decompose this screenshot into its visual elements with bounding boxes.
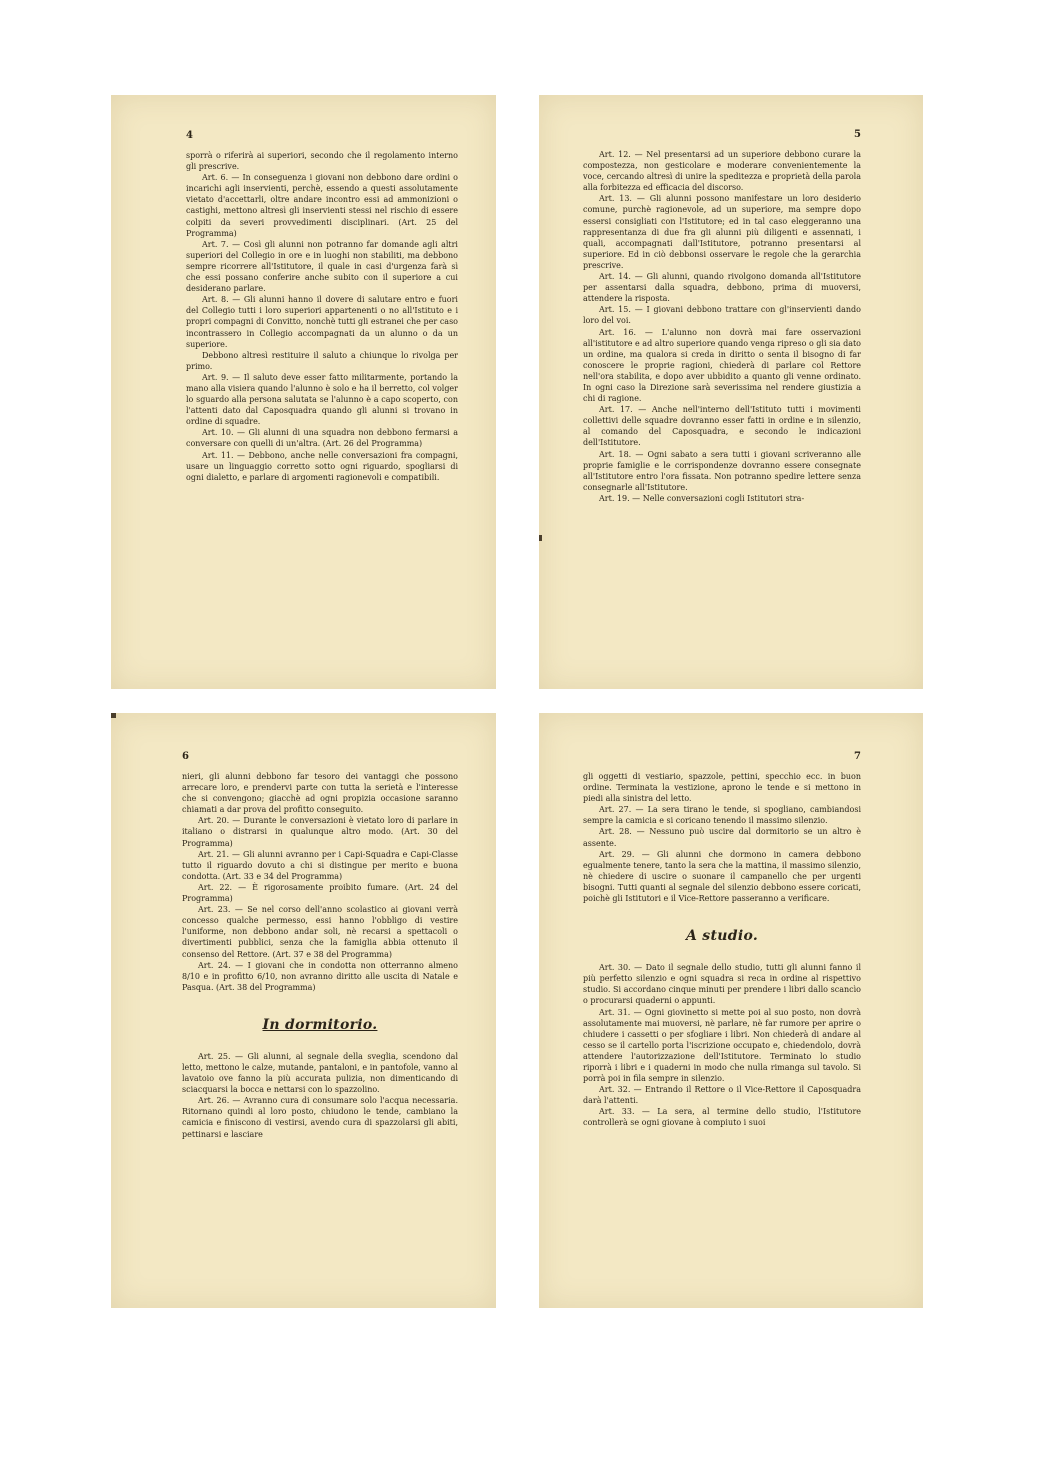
article-11: Art. 11. — Debbono, anche nelle conversazioni fra compagni, usare un linguaggio corretto sotto ogni riguardo, spogliarsi di ogni dialetto, e parlare di argomenti ragionevoli e compatibili. <box>186 450 458 482</box>
page-number: 5 <box>854 129 861 140</box>
article-16: Art. 16. — L'alunno non dovrà mai fare osservazioni all'istitutore e ad altro superiore quando venga ripreso o gli sia dato un ordine, ma qualora si creda in diritto o senta il bisogno di far conoscere le proprie ragioni, chiederà di parlare col Rettore nell'ora stabilita, e dopo aver ubbidito a quanto gli venne ordinato. In ogni caso la Direzione sarà severissima nel rendere giustizia a chi di ragione. <box>583 327 861 404</box>
article-14: Art. 14. — Gli alunni, quando rivolgono domanda all'Istitutore per assentarsi dalla squadra, debbono, prima di muoversi, attendere la risposta. <box>583 272 861 304</box>
page-number: 6 <box>182 751 189 762</box>
article-22: Art. 22. — È rigorosamente proibito fumare. (Art. 24 del Programma) <box>182 882 458 904</box>
article-9: Art. 9. — Il saluto deve esser fatto militarmente, portando la mano alla visiera quando l'alunno è solo e ha il berretto, col volger lo sguardo alla persona salutata se l'alunno è a capo scoperto, con l'attenti dato dal Caposquadra quando gli alunni si trovano in ordine di squadre. <box>186 372 458 427</box>
paragraph: Debbono altresì restituire il saluto a chiunque lo rivolga per primo. <box>186 350 458 371</box>
article-20: Art. 20. — Durante le conversazioni è vietato loro di parlare in italiano o distrarsi in qualunque altro modo. (Art. 30 del Programma) <box>182 816 458 848</box>
article-12: Art. 12. — Nel presentarsi ad un superiore debbono curare la compostezza, non gesticolare e moderare convenientemente la voce, cercando altresì di unire la speditezza e proprietà della parola alla forbitezza ed efficacia del discorso. <box>583 150 861 193</box>
binding-mark <box>539 535 542 541</box>
article-31: Art. 31. — Ogni giovinetto si mette poi al suo posto, non dovrà assolutamente mai muoversi, nè parlare, nè far rumore per aprire o chiudere i cassetti o per sfogliare i libri. Non chiederà di andare al cesso se il cartello porta l'iscrizione occupato e, chiedendolo, dovrà attendere l'autorizzazione dell'Istitutore. Terminato lo studio riporrà i libri e i quaderni in modo che nulla rimanga sul tavolo. Si porrà poi in fila sempre in silenzio. <box>583 1007 861 1084</box>
paragraph: gli oggetti di vestiario, spazzole, pettini, specchio ecc. in buon ordine. Terminata la vestizione, aprono le tende e si mettono in piedi alla sinistra del letto. <box>583 772 861 804</box>
section-heading: A studio. <box>685 928 759 945</box>
article-28: Art. 28. — Nessuno può uscire dal dormitorio se un altro è assente. <box>583 827 861 848</box>
page-6 <box>111 713 496 1308</box>
paragraph: sporrà o riferirà ai superiori, secondo che il regolamento interno gli prescrive. <box>186 151 458 172</box>
article-27: Art. 27. — La sera tirano le tende, si spogliano, cambiandosi sempre la camicia e si coricano tenendo il massimo silenzio. <box>583 805 861 826</box>
page-5 <box>539 95 923 689</box>
article-13: Art. 13. — Gli alunni possono manifestare un loro desiderio comune, purchè ragionevole, ad un superiore, ma sempre dopo essersi consigliati con l'Istitutore; ed in tal caso eleggeranno una rappresentanza di due fra gli alunni più diligenti e assennati, i quali, accompagnati dall'Istitutore, potranno presentarsi al superiore. Ed in ciò debbonsi osservare le regole che la gerarchia prescrive. <box>583 194 861 270</box>
page-number: 4 <box>186 130 193 141</box>
article-7: Art. 7. — Così gli alunni non potranno far domande agli altri superiori del Collegio in ore e in luoghi non stabiliti, ma debbono sempre ricorrere all'Istitutore, il quale in casi d'urgenza farà sì che essi possano conferire anche subito con il superiore a cui desiderano parlare. <box>186 239 458 294</box>
article-19: Art. 19. — Nelle conversazioni cogli Istitutori stra- <box>599 493 805 503</box>
page-4 <box>111 95 496 689</box>
article-17: Art. 17. — Anche nell'interno dell'Istituto tutti i movimenti collettivi delle squadre dovranno esser fatti in ordine e in silenzio, al comando del Caposquadra, e secondo le indicazioni dell'Istitutore. <box>583 405 861 448</box>
paragraph: nieri, gli alunni debbono far tesoro dei vantaggi che possono arrecare loro, e prendervi parte con tutta la serietà e l'interesse che si convengono; giacchè ad ogni propizia occasione saranno chiamati a dar prova del profitto conseguito. <box>182 772 458 815</box>
article-10: Art. 10. — Gli alunni di una squadra non debbono fermarsi a conversare con quelli di un'altra. (Art. 26 del Programma) <box>186 428 458 449</box>
section-heading-text: In dormitorio. <box>262 1016 378 1033</box>
article-18: Art. 18. — Ogni sabato a sera tutti i giovani scriveranno alle proprie famiglie e le corrispondenze dovranno essere consegnate all'Istitutore entro l'ora fissata. Non potranno spedire lettere senza consegnarle all'Istitutore. <box>583 449 861 492</box>
page-number: 7 <box>854 751 861 762</box>
article-6: Art. 6. — In conseguenza i giovani non debbono dare ordini o incarichi agli inservienti, perchè, essendo a questi assolutamente vietato d'accettarli, oltre andare incontro essi ad ammonizioni o castighi, mettono altresì gli inservienti stessi nel rischio di essere colpiti da severi provvedimenti disciplinari. (Art. 25 del Programma) <box>186 173 458 238</box>
article-8: Art. 8. — Gli alunni hanno il dovere di salutare entro e fuori del Collegio tutti i loro superiori appartenenti o no all'Istituto e i propri compagni di Convitto, nonchè tutti gli estranei che per caso incontrassero in Collegio accompagnati da un alunno o da un superiore. <box>186 295 458 349</box>
article-21: Art. 21. — Gli alunni avranno per i Capi-Squadra e Capi-Classe tutto il riguardo dovuto a chi si distingue per merito e buona condotta. (Art. 33 e 34 del Programma) <box>182 849 458 881</box>
article-15: Art. 15. — I giovani debbono trattare con gl'inservienti dando loro del voi. <box>583 305 861 326</box>
article-33: Art. 33. — La sera, al termine dello studio, l'Istitutore controllerà se ogni giovane à compiuto i suoi <box>583 1107 861 1128</box>
article-25: Art. 25. — Gli alunni, al segnale della sveglia, scendono dal letto, mettono le calze, mutande, pantaloni, e in pantofole, vanno al lavatoio ove fanno la più accurata pulizia, non dimenticando di sciacquarsi la bocca e nettarsi con lo spazzolino. <box>182 1051 458 1095</box>
article-32: Art. 32. — Entrando il Rettore o il Vice-Rettore il Caposquadra darà l'attenti. <box>583 1085 861 1106</box>
article-24: Art. 24. — I giovani che in condotta non otterranno almeno 8/10 e in profitto 6/10, non avranno diritto alle uscita di Natale e Pasqua. (Art. 38 del Programma) <box>182 960 458 992</box>
article-29: Art. 29. — Gli alunni che dormono in camera debbono egualmente tenere, tanto la sera che la mattina, il massimo silenzio, nè chiedere di uscire o suonare il campanello che per urgenti bisogni. Tutti quanti al segnale del silenzio debbono essere coricati, poichè gli Istitutori e il Vice-Rettore passeranno a verificare. <box>583 849 861 904</box>
corner-mark <box>111 713 116 718</box>
page-7 <box>539 713 923 1308</box>
article-23: Art. 23. — Se nel corso dell'anno scolastico ai giovani verrà concesso qualche permesso, essi hanno l'obbligo di vestire l'uniforme, non debbono andar soli, nè recarsi a spettacoli o divertimenti pubblici, senza che la famiglia abbia ottenuto il consenso del Rettore. (Art. 37 e 38 del Programma) <box>182 905 458 959</box>
article-30: Art. 30. — Dato il segnale dello studio, tutti gli alunni fanno il più perfetto silenzio e ogni squadra si reca in ordine al rispettivo studio. Si accordano cinque minuti per prendere i libri dallo scancìo o procurarsi quaderni o appunti. <box>583 963 861 1006</box>
article-26: Art. 26. — Avranno cura di consumare solo l'acqua necessaria. Ritornano quindi al loro posto, chiudono le tende, cambiano la camicia e finiscono di vestirsi, avendo cura di spazzolarsi gli abiti, pettinarsi e lasciare <box>182 1096 458 1139</box>
section-heading <box>182 1017 458 1033</box>
